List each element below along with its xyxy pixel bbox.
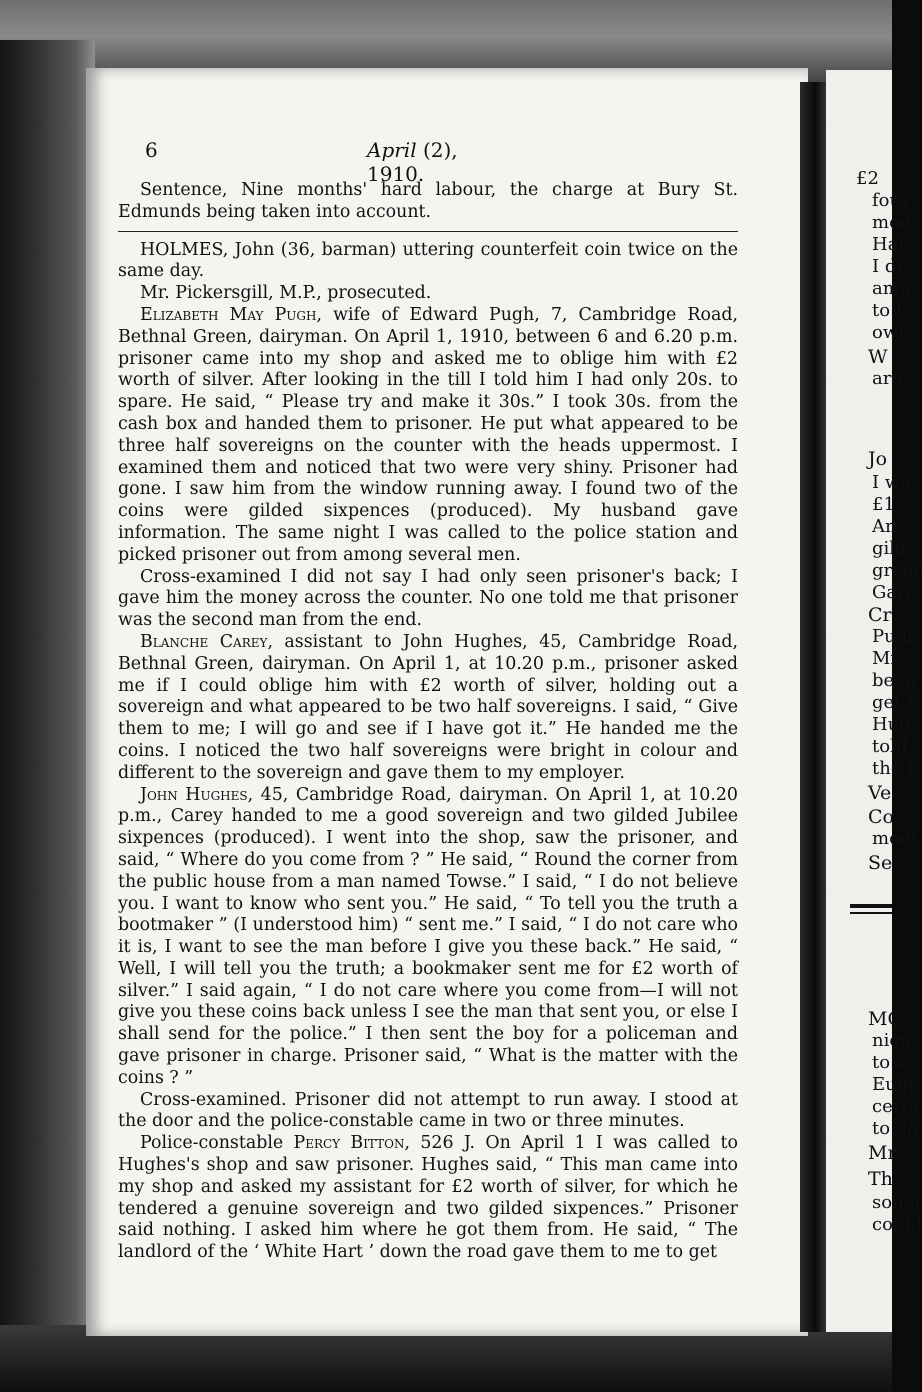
facing-page-fragment: Har — [872, 234, 908, 255]
paragraph: John Hughes, 45, Cambridge Road, dairyman. On April 1, at 10.20 p.m., Carey handed to me a good sovereign and two gilded Jubilee sixpences (produced). I went into the shop, saw the prisoner, and said, “ Where do you come from ? ” He said, “ Round the corner from the public house from a man named Towse.” I said, “ I do not believe you. I want to know who sent you.” He said, “ To tell you the truth a bootmaker ” (I understood him) “ sent me.” I said, “ I do not care who it is, I want to see the man before I give you these back.” He said, “ Well, I will tell you the truth; a bookmaker sent me for £2 worth of silver.” I said again, “ I do not care where you come from—I will not give you these coins back unless I see the man that sent you, or else I shall send for the police.” I then sent the boy for a policeman and gave prisoner in charge. Prisoner said, “ What is the matter with the coins ? ” — [118, 784, 738, 1088]
paragraph: Sentence, Nine months' hard labour, the charge at Bury St. Edmunds being taken into account. — [118, 180, 738, 222]
facing-page-fragment: to do — [872, 1118, 919, 1139]
section-divider — [118, 231, 738, 232]
scan-left-border — [0, 40, 95, 1330]
facing-page-fragment: Amc — [872, 516, 913, 537]
facing-page-fragment: W — [868, 346, 888, 368]
facing-page-fragment: MC — [868, 1008, 902, 1030]
facing-page-fragment: Ve — [868, 782, 892, 804]
facing-page-fragment: told — [872, 736, 908, 757]
witness-name: Blanche Carey — [140, 631, 268, 652]
facing-page-fragment: are — [872, 368, 902, 389]
facing-page-fragment: Se — [868, 852, 893, 874]
facing-page-fragment: I we — [872, 472, 911, 493]
facing-page-fragment: Garc — [872, 582, 916, 603]
facing-page-fragment: could — [872, 1214, 922, 1235]
facing-page-fragment: been — [872, 670, 917, 691]
facing-page-fragment: niou — [872, 1030, 912, 1051]
facing-page-fragment: own — [872, 322, 910, 343]
facing-page-fragment: sonei — [872, 1192, 921, 1213]
paragraph: Elizabeth May Pugh, wife of Edward Pugh, 7, Cambridge Road, Bethnal Green, dairyman. On April 1, 1910, between 6 and 6.20 p.m. prisoner came into my shop and asked me to oblige him with £2 worth of silver. After looking in the till I told him I had only 20s. to spare. He said, “ Please try and make it 30s.” I took 30s. from the cash box and handed them to prisoner. He put what appeared to be three half sovereigns on the counter with the heads uppermost. I examined them and noticed that two were very shiny. Prisoner had gone. I saw him from the window running away. I found two of the coins were gilded sixpences (produced). My husband gave information. The same night I was called to the police station and picked prisoner out from among several men. — [118, 304, 738, 565]
facing-page-fragment: mon — [872, 212, 912, 233]
facing-page-fragment: mont — [872, 828, 919, 849]
page-number: 6 — [145, 138, 158, 162]
facing-page-fragment: Euge — [872, 1074, 919, 1095]
paragraph: Mr. Pickersgill, M.P., prosecuted. — [140, 283, 432, 304]
facing-page-fragment: Cr — [868, 604, 892, 626]
facing-page-fragment: Jo — [868, 448, 888, 470]
witness-name: John Hughes — [140, 784, 248, 805]
facing-page-rule — [850, 912, 892, 914]
facing-page-fragment: certa — [872, 1096, 920, 1117]
facing-page-fragment: gilde — [872, 538, 918, 559]
facing-page — [826, 70, 922, 1332]
facing-page-fragment: amo — [872, 278, 911, 299]
page-header — [145, 138, 495, 186]
facing-page-fragment: greer — [872, 560, 922, 581]
book-spine — [800, 82, 828, 1332]
paragraph: Blanche Carey, assistant to John Hughes, 45, Cambridge Road, Bethnal Green, dairyman. On April 1, at 10.20 p.m., prisoner asked me if I could oblige him with £2 worth of silver, holding out a sovereign and what appeared to be two half sovereigns. I said, “ Give them to me; I will go and see if I have got it.” He handed me the coins. I noticed the two half sovereigns were bright in colour and different to the sovereign and gave them to my employer. — [118, 631, 738, 783]
facing-page-fragment: Mr. — [872, 648, 903, 669]
paragraph: Cross-examined. Prisoner did not attempt to run away. I stood at the door and the police-constable came in two or three minutes. — [118, 1089, 738, 1132]
facing-page-rule — [850, 904, 892, 908]
paragraph: Police-constable Percy Bitton, 526 J. On April 1 I was called to Hughes's shop and saw prisoner. Hughes said, “ This man came into my shop and asked my assistant for £2 worth of silver, for which he tendered a genuine sovereign and two gilded sixpences.” Prisoner said nothing. I asked him where he got them from. He said, “ The landlord of the ‘ White Hart ’ down the road gave them to me to get — [118, 1133, 739, 1263]
page-body — [118, 180, 738, 1264]
witness-name: Elizabeth May Pugh — [140, 304, 317, 325]
facing-page-fragment: Pugl — [872, 626, 913, 647]
facing-page-fragment: I di — [872, 256, 903, 277]
paragraph: Cross-examined I did not say I had only seen prisoner's back; I gave him the money across the counter. No one told me that prisoner was the second man from the end. — [118, 566, 738, 631]
facing-page-fragment: Co — [868, 806, 894, 828]
page-date: April (2), 1910. — [367, 138, 458, 186]
facing-page-fragment: the l — [872, 758, 913, 779]
facing-page-fragment: Th — [868, 1168, 893, 1190]
case-heading: HOLMES, John (36, barman) uttering counterfeit coin twice on the same day. — [118, 239, 738, 282]
facing-page-fragment: get t — [872, 692, 915, 713]
facing-page-fragment: four — [872, 190, 910, 211]
facing-page-fragment: Mr — [868, 1142, 897, 1164]
facing-page-fragment: £2 — [856, 168, 879, 189]
facing-page-fragment: Hug — [872, 714, 911, 735]
facing-page-fragment: £13 — [872, 494, 907, 515]
facing-page-fragment: to h — [872, 300, 908, 321]
witness-name: Percy Bitton — [293, 1133, 405, 1154]
facing-page-fragment: to ki — [872, 1052, 913, 1073]
